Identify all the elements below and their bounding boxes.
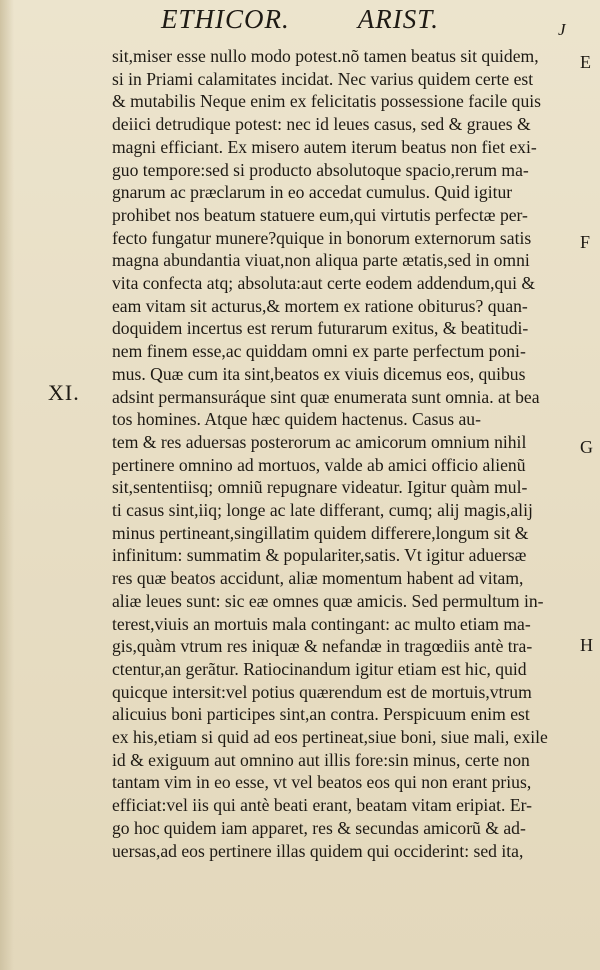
text-line: magna abundantia viuat,non aliqua parte ætatis,sed in omni: [112, 250, 530, 271]
text-line: sit,miser esse nullo modo potest.nõ tamen beatus sit quidem,: [112, 46, 539, 66]
margin-letter-g: G: [580, 437, 593, 457]
margin-letter-e: E: [580, 52, 591, 72]
text-line: id & exiguum aut omnino aut illis fore:sin minus, certe non: [112, 749, 530, 770]
text-line: ti casus sint,iiq; longe ac late differant, cumq; alij magis,alij: [112, 500, 533, 520]
folio-mark: J: [558, 20, 566, 39]
text-line: quicque intersit:vel potius quærendum est de mortuis,vtrum: [112, 681, 532, 702]
text-line: mus. Quæ cum ita sint,beatos ex viuis dicemus eos, quibus: [112, 363, 526, 384]
margin-letter-f: F: [580, 232, 591, 252]
text-line: gnarum ac præclarum in eo accedat cumulus. Quid igitur: [112, 182, 513, 203]
text-line: pertinere omnino ad mortuos, valde ab amici officio alienũ: [112, 454, 526, 475]
text-line: eam vitam sit acturus,& mortem ex ratione obiturus? quan-: [112, 295, 528, 316]
text-line: sit,sententiisq; omniũ repugnare videatur. Igitur quàm mul-: [112, 477, 528, 498]
text-line: adsint permansuráque sint quæ enumerata sunt omnia. at bea: [112, 386, 540, 407]
text-line: prohibet nos beatum statuere eum,qui virtutis perfectæ per-: [112, 204, 528, 225]
header-left: ETHICOR.: [161, 4, 290, 34]
text-line: nem finem esse,ac quiddam omni ex parte perfectum poni-: [112, 341, 526, 362]
text-line: vita confecta atq; absoluta:aut certe eodem addendum,qui &: [112, 273, 536, 293]
text-line: doquidem incertus est rerum futurarum exitus, & beatitudi-: [112, 318, 529, 339]
text-line: magni efficiant. Ex misero autem iterum beatus non fiet exi-: [112, 136, 537, 157]
text-line: tantam vim in eo esse, vt vel beatos eos qui non erant prius,: [112, 772, 532, 793]
text-line: si in Priami calamitates incidat. Nec varius quidem certe est: [112, 68, 534, 89]
text-line: alicuius boni participes sint,an contra. Perspicuum enim est: [112, 704, 530, 725]
header-right: ARIST.: [357, 4, 439, 34]
text-line: efficiat:vel iis qui antè beati erant, beatam vitam eripiat. Er-: [112, 795, 532, 816]
page-spine-shadow: [0, 0, 14, 970]
text-line: fecto fungatur munere?quique in bonorum externorum satis: [112, 227, 532, 248]
text-line: res quæ beatos accidunt, aliæ momentum habent ad vitam,: [112, 568, 524, 589]
text-line: tos homines. Atque hæc quidem hactenus. Casus au-: [112, 409, 481, 430]
text-line: infinitum: summatim & populariter,satis. Vt igitur aduersæ: [112, 545, 527, 566]
chapter-marker: XI.: [48, 380, 80, 405]
text-line: go hoc quidem iam apparet, res & secundas amicorũ & ad-: [112, 817, 526, 838]
text-line: ctentur,an gerãtur. Ratiocinandum igitur etiam est hic, quid: [112, 658, 527, 679]
text-line: & mutabilis Neque enim ex felicitatis possessione facile quis: [112, 91, 541, 112]
text-line: deiici detrudique potest: nec id leues casus, sed & graues &: [112, 114, 531, 135]
text-line: ex his,etiam si quid ad eos pertineat,siue boni, siue mali, exile: [112, 727, 548, 747]
text-line: minus pertineant,singillatim quidem differere,longum sit &: [112, 522, 529, 543]
text-line: aliæ leues sunt: sic eæ omnes quæ amicis. Sed permultum in-: [112, 590, 544, 611]
margin-letter-h: H: [580, 635, 593, 655]
text-line: uersas,ad eos pertinere illas quidem qui occiderint: sed ita,: [112, 840, 524, 861]
text-line: terest,viuis an mortuis mala contingant: ac multo etiam ma-: [112, 613, 531, 634]
text-line: gis,quàm vtrum res iniquæ & nefandæ in tragœdiis antè tra-: [112, 636, 533, 657]
text-line: tem & res aduersas posterorum ac amicorum omnium nihil: [112, 431, 527, 452]
running-header: [0, 4, 600, 35]
text-line: guo tempore:sed si producto absolutoque spacio,rerum ma-: [112, 159, 529, 180]
